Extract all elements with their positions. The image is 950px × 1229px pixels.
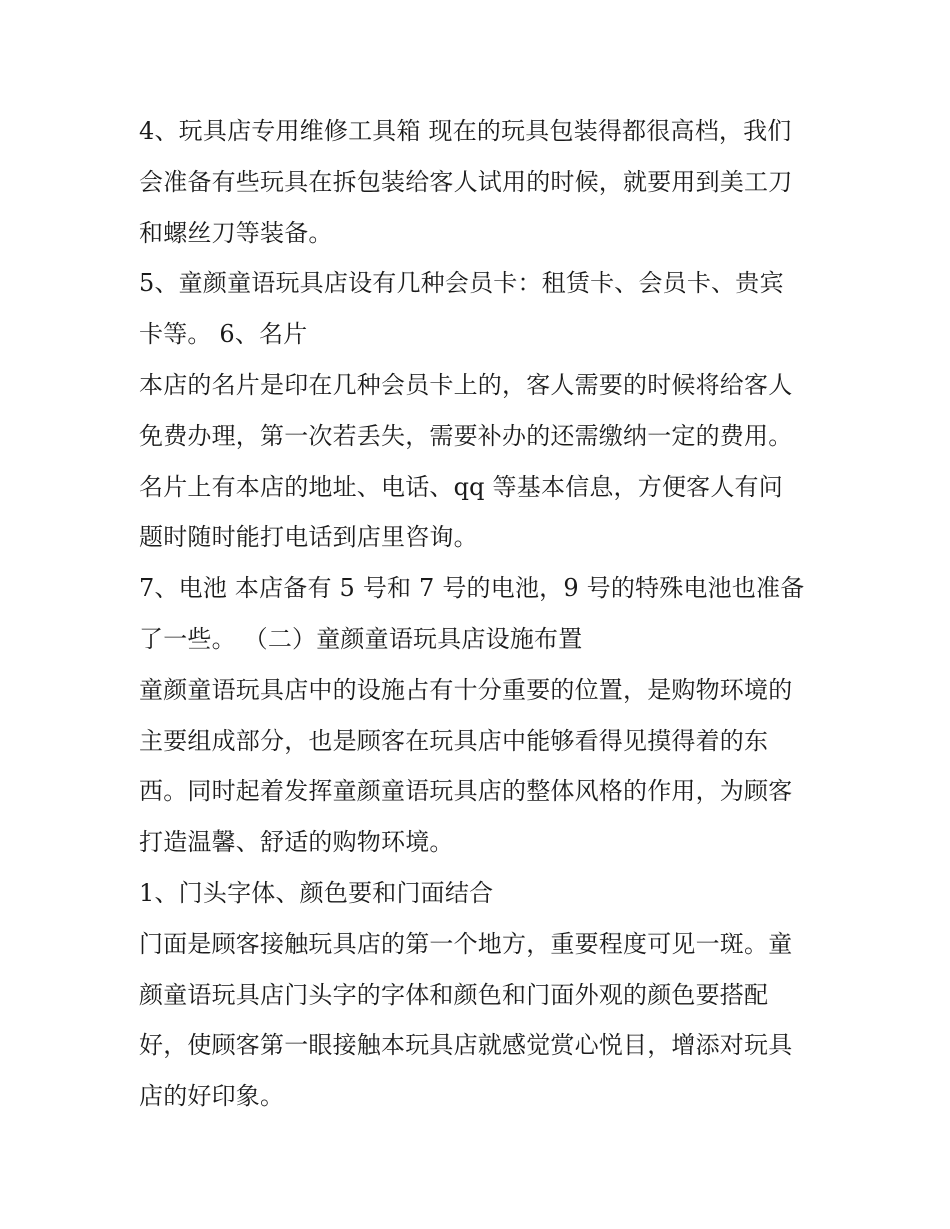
text-line-5: 卡等。 6、名片: [139, 320, 308, 349]
text-line-3: 和螺丝刀等装备。: [139, 218, 333, 247]
text-line-6: 本店的名片是印在几种会员卡上的，客人需要的时候将给客人: [139, 370, 793, 399]
text-line-20: 店的好印象。: [139, 1082, 285, 1111]
text-line-16: 1、门头字体、颜色要和门面结合: [139, 878, 494, 907]
document-body: [139, 106, 819, 1122]
text-line-8: 名片上有本店的地址、电话、qq 等基本信息，方便客人有问: [139, 472, 783, 501]
text-line-17: 门面是顾客接触玩具店的第一个地方，重要程度可见一斑。童: [139, 929, 793, 958]
text-line-12: 童颜童语玩具店中的设施占有十分重要的位置，是购物环境的: [139, 675, 793, 704]
text-line-11: 了一些。 （二）童颜童语玩具店设施布置: [139, 624, 583, 653]
text-line-18: 颜童语玩具店门头字的字体和颜色和门面外观的颜色要搭配: [139, 980, 769, 1009]
text-line-1: 4、玩具店专用维修工具箱 现在的玩具包装得都很高档，我们: [139, 117, 792, 145]
text-line-19: 好，使顾客第一眼接触本玩具店就感觉赏心悦目，增添对玩具: [139, 1031, 793, 1060]
text-line-2: 会准备有些玩具在拆包装给客人试用的时候，就要用到美工刀: [139, 167, 793, 196]
text-line-14: 西。同时起着发挥童颜童语玩具店的整体风格的作用，为顾客: [139, 777, 793, 806]
text-line-10: 7、电池 本店备有 5 号和 7 号的电池，9 号的特殊电池也准备: [139, 574, 805, 603]
text-line-7: 免费办理，第一次若丢失，需要补办的还需缴纳一定的费用。: [139, 421, 793, 450]
text-line-4: 5、童颜童语玩具店设有几种会员卡：租赁卡、会员卡、贵宾: [139, 269, 784, 298]
text-line-9: 题时随时能打电话到店里咨询。: [139, 523, 478, 552]
text-line-15: 打造温馨、舒适的购物环境。: [139, 828, 454, 857]
text-line-13: 主要组成部分，也是顾客在玩具店中能够看得见摸得着的东: [139, 726, 769, 755]
